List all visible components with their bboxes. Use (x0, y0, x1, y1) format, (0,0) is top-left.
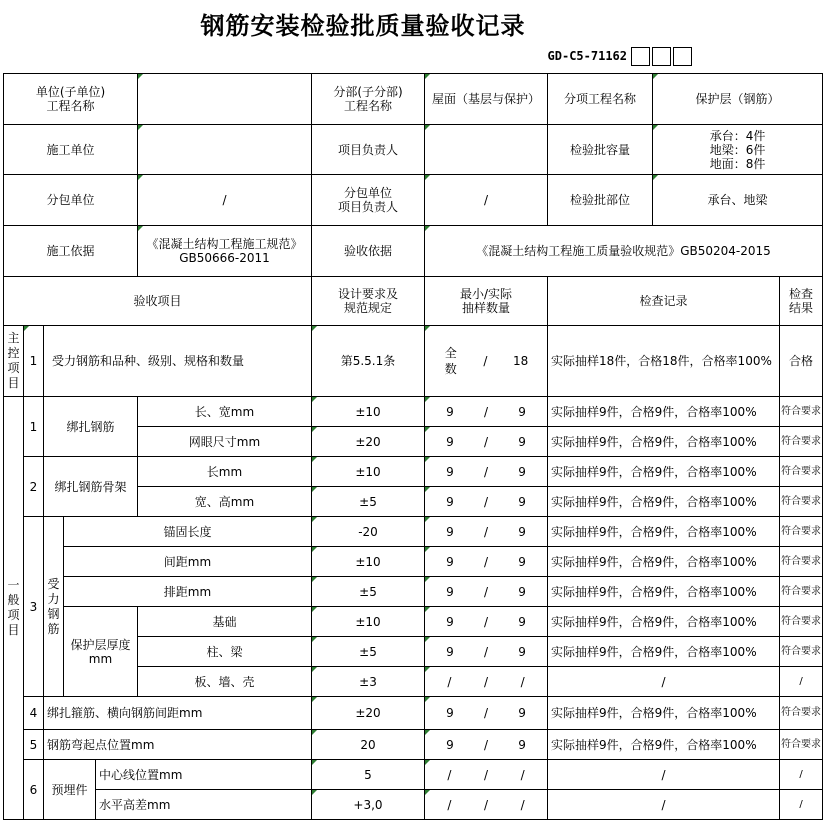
table-row-sample[interactable] (425, 637, 548, 667)
table-row-name: 锚固长度 (64, 517, 312, 547)
pm-value[interactable] (425, 125, 548, 175)
table-row-sample[interactable] (425, 790, 548, 820)
sample-actual: 9 (518, 494, 526, 509)
table-row-design[interactable]: 5 (312, 760, 425, 790)
sample-slash: / (483, 584, 489, 599)
table-row-record[interactable]: 实际抽样9件，合格9件，合格率100% (548, 427, 780, 457)
sample-min: 9 (446, 706, 454, 720)
table-row-design[interactable]: ±3 (312, 667, 425, 697)
sample-slash: / (483, 494, 489, 509)
sample-actual: 9 (518, 706, 526, 720)
page-title: 钢筋安装检验批质量验收记录 (200, 12, 526, 40)
table-row-name: 板、墙、壳 (138, 667, 312, 697)
main-design[interactable]: 第5.5.1条 (312, 326, 425, 397)
sample-min: 9 (446, 554, 454, 569)
table-row-sample[interactable] (425, 547, 548, 577)
table-row-design[interactable]: +3,0 (312, 790, 425, 820)
table-row-result[interactable]: 符合要求 (780, 697, 823, 730)
sample-min: 9 (446, 584, 454, 599)
table-row-sample[interactable] (425, 577, 548, 607)
code-box-3[interactable] (673, 47, 692, 66)
main-sample-b: 18 (512, 354, 529, 368)
table-row-sample[interactable] (425, 457, 548, 487)
sub-pm-label: 分包单位 项目负责人 (312, 175, 425, 226)
table-row-name: 水平高差mm (96, 790, 312, 820)
table-row-name: 宽、高mm (138, 487, 312, 517)
table-row-record[interactable]: / (548, 790, 780, 820)
main-sample-a: 全数 (444, 346, 457, 376)
sub-unit-value[interactable]: 屋面（基层与保护） (425, 74, 548, 125)
capacity-value[interactable]: 承台：4件 地梁：6件 地面：8件 (653, 125, 823, 175)
subcontract-value[interactable]: / (138, 175, 312, 226)
form-code-text: GD-C5-71162 (547, 49, 627, 63)
table-row-name: 基础 (138, 607, 312, 637)
g2-name: 绑扎钢筋骨架 (44, 457, 138, 517)
table-row-sample[interactable] (425, 730, 548, 760)
table-row-name: 柱、梁 (138, 637, 312, 667)
table-row-record[interactable]: 实际抽样9件，合格9件，合格率100% (548, 697, 780, 730)
table-row-record[interactable]: 实际抽样9件，合格9件，合格率100% (548, 730, 780, 760)
location-value[interactable]: 承台、地梁 (653, 175, 823, 226)
sample-slash: / (483, 706, 489, 720)
table-row-result[interactable]: 符合要求 (780, 577, 823, 607)
sample-actual: 9 (518, 614, 526, 629)
sample-actual: 9 (518, 584, 526, 599)
basis-label: 施工依据 (4, 226, 138, 277)
table-row-result[interactable]: 符合要求 (780, 487, 823, 517)
table-row-result[interactable]: 符合要求 (780, 457, 823, 487)
table-row-record[interactable]: 实际抽样9件，合格9件，合格率100% (548, 487, 780, 517)
table-row-result[interactable]: 符合要求 (780, 517, 823, 547)
table-row-design[interactable]: ±5 (312, 577, 425, 607)
sample-slash: / (483, 464, 489, 479)
sample-slash: / (483, 434, 489, 449)
sample-actual: 9 (518, 644, 526, 659)
table-row-design[interactable]: ±10 (312, 607, 425, 637)
table-row-sample[interactable] (425, 487, 548, 517)
item-label: 分项工程名称 (548, 74, 653, 125)
sample-slash: / (483, 737, 489, 752)
sample-actual: 9 (518, 464, 526, 479)
sample-slash: / (483, 404, 489, 419)
main-sample-slash: / (483, 354, 488, 368)
table-row-sample[interactable] (425, 427, 548, 457)
code-box-2[interactable] (652, 47, 671, 66)
inspection-table (3, 73, 823, 820)
table-row-name: 网眼尺寸mm (138, 427, 312, 457)
table-row-design[interactable]: ±10 (312, 397, 425, 427)
g1-no: 1 (24, 397, 44, 457)
sample-min: / (447, 797, 452, 812)
table-row-design[interactable]: ±20 (312, 697, 425, 730)
sample-actual: 9 (518, 737, 526, 752)
g5-no: 5 (24, 730, 44, 760)
table-row-sample[interactable] (425, 760, 548, 790)
table-row-name: 钢筋弯起点位置mm (44, 730, 312, 760)
table-row-sample[interactable] (425, 607, 548, 637)
sample-slash: / (483, 554, 489, 569)
main-name: 受力钢筋和品种、级别、规格和数量 (44, 326, 312, 397)
sample-actual: / (520, 767, 525, 782)
g6-name: 预埋件 (44, 760, 96, 820)
construct-label: 施工单位 (4, 125, 138, 175)
pm-label: 项目负责人 (312, 125, 425, 175)
table-row-result[interactable]: 符合要求 (780, 427, 823, 457)
g1-name: 绑扎钢筋 (44, 397, 138, 457)
table-row-record[interactable]: 实际抽样9件，合格9件，合格率100% (548, 517, 780, 547)
sample-actual: 9 (518, 524, 526, 539)
g3-no: 3 (24, 517, 44, 697)
main-result[interactable]: 合格 (780, 326, 823, 397)
g3-sub: 保护层厚度mm (64, 607, 138, 697)
sample-min: 9 (446, 524, 454, 539)
table-row-result[interactable]: / (780, 760, 823, 790)
g2-no: 2 (24, 457, 44, 517)
sample-slash: / (483, 797, 489, 812)
table-row-record[interactable]: 实际抽样9件，合格9件，合格率100% (548, 547, 780, 577)
table-row-result[interactable]: / (780, 667, 823, 697)
col-design: 设计要求及 规范规定 (312, 277, 425, 326)
table-row-record[interactable]: / (548, 667, 780, 697)
accept-basis-value[interactable]: 《混凝土结构工程施工质量验收规范》GB50204-2015 (425, 226, 823, 277)
table-row-design[interactable]: ±20 (312, 427, 425, 457)
table-row-record[interactable]: 实际抽样9件，合格9件，合格率100% (548, 397, 780, 427)
sample-min: 9 (446, 614, 454, 629)
general-group: 一般项目 (4, 397, 24, 820)
main-no: 1 (24, 326, 44, 397)
table-row-record[interactable]: 实际抽样9件，合格9件，合格率100% (548, 607, 780, 637)
sample-min: / (447, 674, 452, 689)
table-row-result[interactable]: 符合要求 (780, 397, 823, 427)
table-row-name: 排距mm (64, 577, 312, 607)
table-row-name: 间距mm (64, 547, 312, 577)
sample-min: / (447, 767, 452, 782)
form-code (548, 46, 692, 66)
table-row-name: 中心线位置mm (96, 760, 312, 790)
g6-no: 6 (24, 760, 44, 820)
subcontract-label: 分包单位 (4, 175, 138, 226)
sample-min: 9 (446, 464, 454, 479)
item-value[interactable]: 保护层（钢筋） (653, 74, 823, 125)
unit-value[interactable] (138, 74, 312, 125)
sample-actual: 9 (518, 434, 526, 449)
table-row-result[interactable]: 符合要求 (780, 607, 823, 637)
table-row-record[interactable]: 实际抽样9件，合格9件，合格率100% (548, 637, 780, 667)
col-sample: 最小/实际 抽样数量 (425, 277, 548, 326)
table-row-design[interactable]: 20 (312, 730, 425, 760)
sample-slash: / (483, 674, 489, 689)
code-box-1[interactable] (631, 47, 650, 66)
sample-slash: / (483, 644, 489, 659)
col-item: 验收项目 (4, 277, 312, 326)
table-row-record[interactable]: 实际抽样9件，合格9件，合格率100% (548, 577, 780, 607)
main-sample[interactable] (425, 326, 548, 397)
main-group: 主控项目 (4, 326, 24, 397)
sub-pm-value[interactable]: / (425, 175, 548, 226)
table-row-record[interactable]: / (548, 760, 780, 790)
table-row-record[interactable]: 实际抽样9件，合格9件，合格率100% (548, 457, 780, 487)
sample-actual: 9 (518, 404, 526, 419)
construct-value[interactable] (138, 125, 312, 175)
accept-basis-label: 验收依据 (312, 226, 425, 277)
capacity-label: 检验批容量 (548, 125, 653, 175)
sample-slash: / (483, 614, 489, 629)
sample-min: 9 (446, 494, 454, 509)
sample-min: 9 (446, 737, 454, 752)
basis-value[interactable]: 《混凝土结构工程施工规范》GB50666-2011 (138, 226, 312, 277)
table-row-result[interactable]: 符合要求 (780, 637, 823, 667)
table-row-sample[interactable] (425, 517, 548, 547)
sample-actual: / (520, 797, 525, 812)
g4-no: 4 (24, 697, 44, 730)
main-record[interactable]: 实际抽样18件，合格18件，合格率100% (548, 326, 780, 397)
table-row-sample[interactable] (425, 667, 548, 697)
table-row-result[interactable]: 符合要求 (780, 547, 823, 577)
col-record: 检查记录 (548, 277, 780, 326)
table-row-name: 长、宽mm (138, 397, 312, 427)
table-row-design[interactable]: ±10 (312, 547, 425, 577)
sub-unit-label: 分部(子分部) 工程名称 (312, 74, 425, 125)
col-result: 检查 结果 (780, 277, 823, 326)
sample-min: 9 (446, 434, 454, 449)
sample-min: 9 (446, 404, 454, 419)
table-row-name: 绑扎箍筋、横向钢筋间距mm (44, 697, 312, 730)
table-row-result[interactable]: 符合要求 (780, 730, 823, 760)
table-row-design[interactable]: -20 (312, 517, 425, 547)
sample-slash: / (483, 767, 489, 782)
table-row-sample[interactable] (425, 697, 548, 730)
table-row-sample[interactable] (425, 397, 548, 427)
sample-min: 9 (446, 644, 454, 659)
table-row-design[interactable]: ±5 (312, 487, 425, 517)
sample-actual: / (520, 674, 525, 689)
table-row-result[interactable]: / (780, 790, 823, 820)
table-row-design[interactable]: ±5 (312, 637, 425, 667)
sample-slash: / (483, 524, 489, 539)
location-label: 检验批部位 (548, 175, 653, 226)
g3-name: 受力钢筋 (44, 517, 64, 697)
table-row-design[interactable]: ±10 (312, 457, 425, 487)
sample-actual: 9 (518, 554, 526, 569)
table-row-name: 长mm (138, 457, 312, 487)
unit-label: 单位(子单位) 工程名称 (4, 74, 138, 125)
